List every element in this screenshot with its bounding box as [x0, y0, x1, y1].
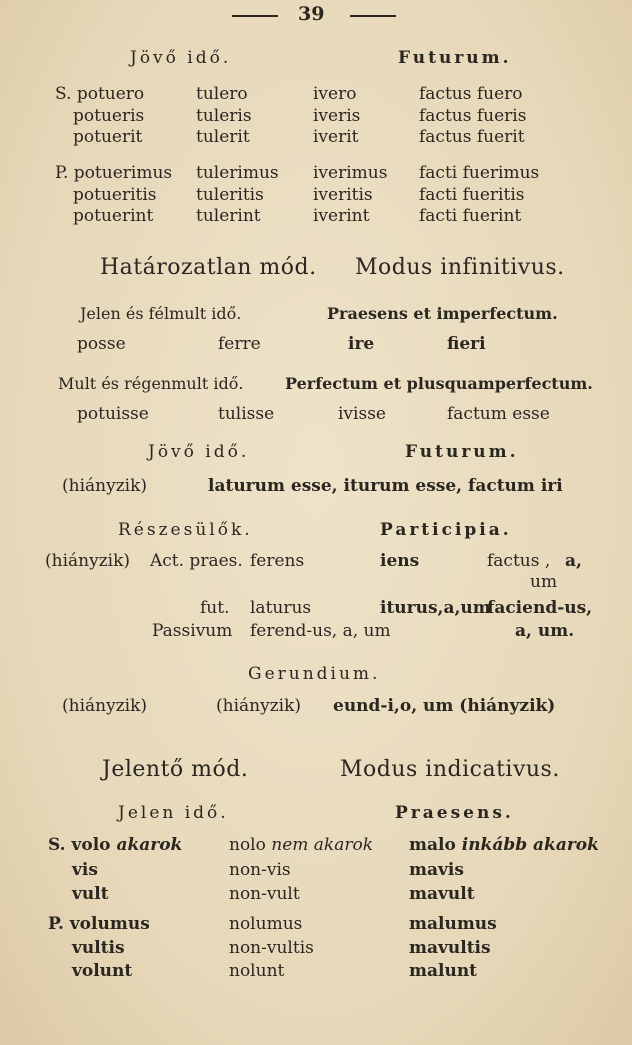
- volo-form: P. volumus: [48, 914, 150, 934]
- futurum-cell: facti fuerimus: [419, 163, 540, 183]
- futurum-cell: ivero: [313, 84, 357, 104]
- participles-fut-label: fut.: [200, 598, 230, 618]
- malo-form: mavis: [409, 860, 464, 880]
- infinitive-right-title: Modus infinitivus.: [355, 255, 565, 280]
- futurum-cell: factus fuerit: [419, 127, 525, 147]
- volo-form: vis: [72, 860, 98, 880]
- infinitive-form: posse: [77, 334, 126, 354]
- futurum-cell: potuerit: [73, 127, 143, 147]
- participles-iens: iens: [380, 551, 420, 571]
- indicative-right-title: Modus indicativus.: [340, 757, 560, 782]
- infinitive-left-title: Határozatlan mód.: [100, 255, 317, 280]
- futurum-cell: factus fueris: [419, 106, 527, 126]
- futurum-right-heading: Futurum.: [398, 48, 512, 68]
- gerundium-c1: (hiányzik): [62, 696, 148, 716]
- gerundium-c3: eund-i,o, um (hiányzik): [333, 696, 556, 716]
- infinitive-form: tulisse: [218, 404, 275, 424]
- malo-form: malumus: [409, 914, 497, 934]
- gerundium-c2: (hiányzik): [216, 696, 302, 716]
- participles-ferendus: ferend-us, a, um: [250, 621, 391, 641]
- gerundium-title: Gerundium.: [248, 664, 381, 684]
- nolo-form-text: nolo: [229, 835, 266, 855]
- infinitive-future-right: Futurum.: [405, 442, 519, 462]
- participles-factus: factus ,: [487, 551, 551, 571]
- infinitive-perfect-left: Mult és régenmult idő.: [58, 374, 244, 393]
- volo-form: [48, 835, 182, 855]
- futurum-cell: potuerint: [73, 206, 154, 226]
- participles-a: a,: [565, 551, 582, 571]
- nolo-form: nolumus: [229, 914, 303, 934]
- malo-form: [409, 835, 599, 855]
- malo-form: malunt: [409, 961, 478, 981]
- infinitive-future-left: Jövő idő.: [148, 442, 250, 462]
- infinitive-form: ire: [348, 334, 375, 354]
- nolo-gloss: nem akarok: [271, 835, 374, 855]
- infinitive-perfect-right: Perfectum et plusquamperfectum.: [285, 374, 593, 393]
- nolo-form: non-vult: [229, 884, 300, 904]
- participles-left-title: Részesülők.: [118, 520, 253, 540]
- futurum-cell: facti fuerint: [419, 206, 522, 226]
- participles-missing: (hiányzik): [45, 551, 131, 571]
- participles-faciendus: faciend-us,: [487, 598, 593, 618]
- futurum-cell: P. potuerimus: [55, 163, 173, 183]
- participles-ferens: ferens: [250, 551, 305, 571]
- malo-gloss: inkább akarok: [461, 835, 599, 855]
- futurum-cell: factus fuero: [419, 84, 523, 104]
- futurum-cell: tulero: [196, 84, 248, 104]
- indicative-left-title: Jelentő mód.: [102, 757, 249, 782]
- nolo-form: nolunt: [229, 961, 285, 981]
- header-rule-left: [232, 15, 278, 17]
- futurum-cell: tulerimus: [196, 163, 279, 183]
- volo-form: vult: [72, 884, 109, 904]
- futurum-left-heading: Jövő idő.: [130, 48, 232, 68]
- volo-gloss: akarok: [116, 835, 183, 855]
- futurum-cell: tuleris: [196, 106, 252, 126]
- malo-form: mavultis: [409, 938, 491, 958]
- volo-form: volunt: [72, 961, 133, 981]
- infinitive-form: factum esse: [447, 404, 550, 424]
- volo-form: vultis: [72, 938, 125, 958]
- participles-act-praes-label: Act. praes.: [150, 551, 243, 571]
- participles-right-title: Participia.: [380, 520, 512, 540]
- participles-laturus: laturus: [250, 598, 312, 618]
- futurum-cell: iverimus: [313, 163, 388, 183]
- futurum-cell: iveris: [313, 106, 361, 126]
- participles-a-um: a, um.: [515, 621, 575, 641]
- participles-passivum-label: Passivum: [152, 621, 233, 641]
- participles-um: um: [530, 572, 558, 592]
- header-rule-right: [350, 15, 396, 17]
- futurum-cell: S. potuero: [55, 84, 145, 104]
- futurum-cell: iverint: [313, 206, 370, 226]
- futurum-cell: potueritis: [73, 185, 157, 205]
- futurum-cell: potueris: [73, 106, 145, 126]
- futurum-cell: tulerit: [196, 127, 250, 147]
- infinitive-present-right: Praesens et imperfectum.: [327, 304, 558, 323]
- infinitive-form: potuisse: [77, 404, 149, 424]
- indicative-right-sub: Praesens.: [395, 803, 514, 823]
- participles-iturus: iturus,a,um: [380, 598, 491, 618]
- infinitive-present-left: Jelen és félmult idő.: [80, 304, 242, 323]
- page-number: 39: [298, 3, 325, 25]
- malo-form: mavult: [409, 884, 475, 904]
- futurum-cell: tulerint: [196, 206, 261, 226]
- nolo-form: [229, 835, 373, 855]
- futurum-cell: iverit: [313, 127, 359, 147]
- futurum-cell: iveritis: [313, 185, 373, 205]
- infinitive-future-forms: laturum esse, iturum esse, factum iri: [208, 476, 563, 496]
- malo-form-text: malo: [409, 835, 456, 855]
- nolo-form: non-vis: [229, 860, 291, 880]
- futurum-cell: facti fueritis: [419, 185, 525, 205]
- nolo-form: non-vultis: [229, 938, 314, 958]
- futurum-cell: tuleritis: [196, 185, 264, 205]
- indicative-left-sub: Jelen idő.: [118, 803, 229, 823]
- volo-form-text: S. volo: [48, 835, 111, 855]
- infinitive-form: fieri: [447, 334, 486, 354]
- infinitive-form: ivisse: [338, 404, 386, 424]
- infinitive-future-missing: (hiányzik): [62, 476, 148, 496]
- infinitive-form: ferre: [218, 334, 261, 354]
